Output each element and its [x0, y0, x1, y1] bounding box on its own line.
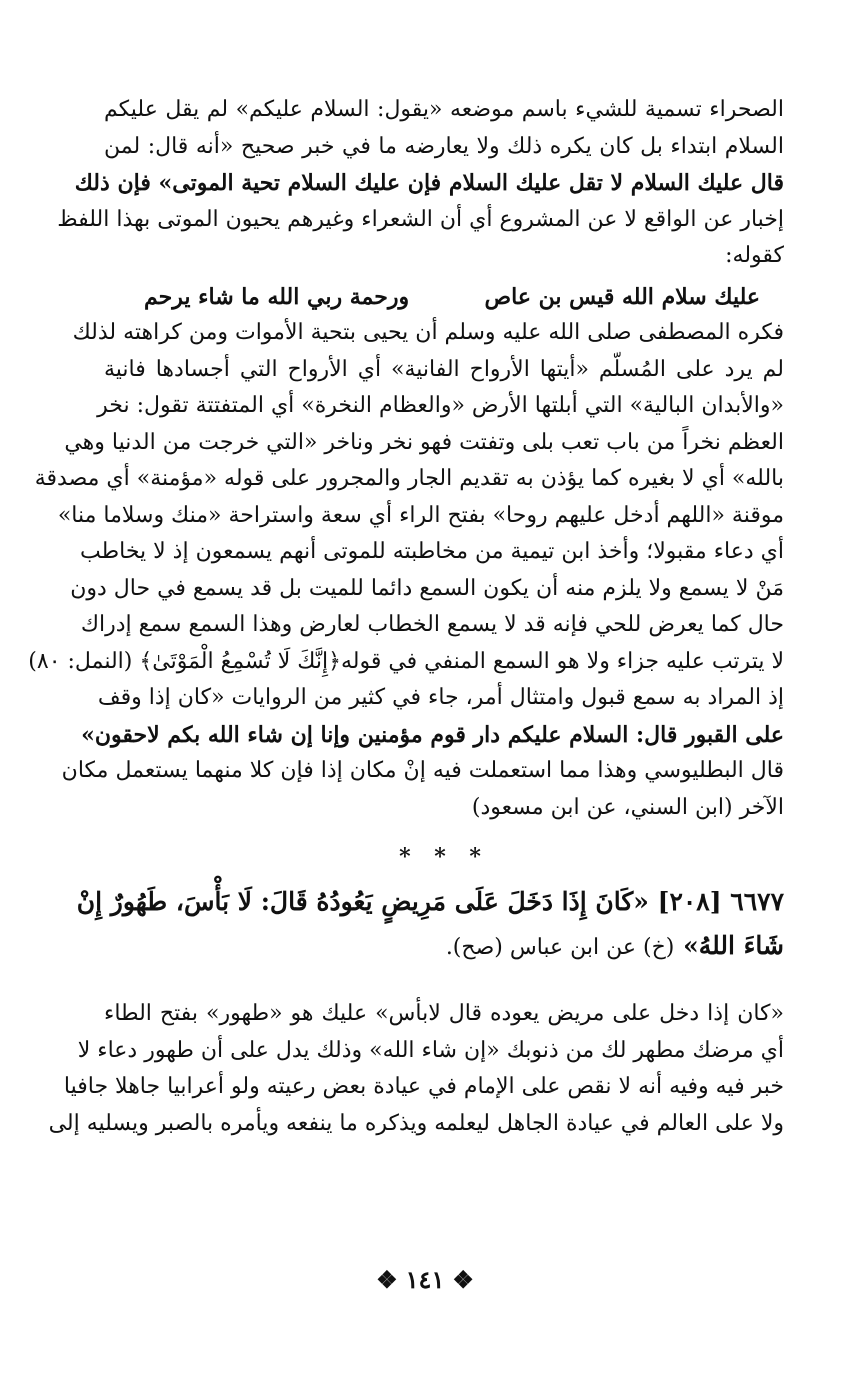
- text-line: السلام ابتداء بل كان يكره ذلك ولا يعارضه ما في خبر صحيح «أنه قال: لمن: [104, 133, 784, 159]
- page-number: [0, 1265, 850, 1294]
- hadith-line-end: شَاءَ اللهُ»: [683, 931, 784, 960]
- text-line: «والأبدان البالية» التي أبلتها الأرض «والعظام النخرة» أي المتفتتة تقول: نخر: [97, 393, 784, 418]
- poetry-verse: [144, 279, 760, 316]
- text-line: مَنْ لا يسمع ولا يلزم منه أن يكون السمع دائما للميت بل قد يسمع في حال دون: [70, 575, 784, 601]
- ornament-right-icon: ❖: [452, 1265, 474, 1294]
- text-line: قال عليك السلام لا تقل عليك السلام فإن عليك السلام تحية الموتى» فإن ذلك: [74, 170, 784, 196]
- text-line: ولا على العالم في عيادة الجاهل ليعلمه ويذكره ما ينفعه ويأمره بالصبر ويسليه إلى: [48, 1110, 784, 1136]
- text-line: الصحراء تسمية للشيء باسم موضعه «يقول: السلام عليكم» لم يقل عليكم: [104, 97, 784, 122]
- page-number-value: ١٤١: [405, 1265, 445, 1294]
- section-separator: * * *: [399, 844, 489, 870]
- text-line: قال البطليوسي وهذا مما استعملت فيه إنْ مكان إذا فإن كلا منهما يستعمل مكان: [61, 758, 784, 783]
- paragraph-2: [28, 315, 784, 826]
- text-line: أي مرضك مطهر لك من ذنوبك «إن شاء الله» وذلك يدل على أن طهور دعاء لا: [77, 1037, 784, 1063]
- text-line: بالله» أي لا بغيره كما يؤذن به تقديم الجار والمجرور على قوله «مؤمنة» أي مصدقة: [34, 466, 784, 491]
- page-body: [28, 92, 784, 1142]
- paragraph-1: [57, 92, 784, 275]
- text-line: «كان إذا دخل على مريض يعوده قال لابأس» عليك هو «طهور» بفتح الطاء: [104, 1001, 784, 1026]
- text-line: العظم نخراً من باب تعب بلى وتفتت فهو نخر وناخر «التي خرجت من الدنيا وهي: [64, 429, 784, 455]
- text-line: على القبور قال: السلام عليكم دار قوم مؤمنين وإنا إن شاء الله بكم لاحقون»: [81, 721, 784, 748]
- text-line: إذ المراد به سمع قبول وامتثال أمر، جاء في كثير من الروايات «كان إذا وقف: [97, 685, 784, 710]
- verse-second-hemistich: ورحمة ربي الله ما شاء يرحم: [144, 283, 410, 310]
- ornament-left-icon: ❖: [376, 1265, 398, 1294]
- text-line: إخبار عن الواقع لا عن المشروع أي أن الشعراء وغيرهم يحيون الموتى بهذا اللفظ: [57, 206, 784, 232]
- text-line: أي دعاء مقبولا؛ وأخذ ابن تيمية من مخاطبته للموتى أنهم يسمعون إذ لا يخاطب: [80, 539, 784, 564]
- hadith-line-2: [104, 924, 784, 970]
- text-line: حال كما يعرض للحي فإنه قد لا يسمع الخطاب لعارض وهذا السمع سمع إدراك: [80, 612, 784, 637]
- text-line: فكره المصطفى صلى الله عليه وسلم أن يحيى بتحية الأموات ومن كراهته لذلك: [72, 320, 784, 345]
- spacer: [104, 970, 784, 996]
- verse-first-hemistich: عليك سلام الله قيس بن عاص: [484, 283, 760, 310]
- paragraph-3: [48, 996, 784, 1142]
- hadith-text: [76, 880, 784, 970]
- text-line: لم يرد على المُسلّم «أيتها الأرواح الفانية» أي الأرواح التي أجسادها فانية: [104, 356, 784, 382]
- text-line: الآخر (ابن السني، عن ابن مسعود): [471, 794, 784, 820]
- text-line: كقوله:: [725, 243, 784, 268]
- text-line: خبر فيه وفيه أنه لا نقص على الإمام في عيادة بعض رعيته ولو أعرابيا جاهلا جافيا: [63, 1074, 784, 1099]
- text-line: لا يترتب عليه جزاء ولا هو السمع المنفي في قوله﴿إِنَّكَ لَا تُسْمِعُ الْمَوْتَىٰ﴾ (النمل: ٨٠): [28, 648, 784, 674]
- hadith-line: ٦٦٧٧ [٢٠٨] «كَانَ إِذَا دَخَلَ عَلَى مَرِيضٍ يَعُودُهُ قَالَ: لَا بَأْسَ، طَهُورٌ إِنْ: [76, 887, 784, 916]
- hadith-reference: (خ) عن ابن عباس (صح).: [445, 935, 675, 960]
- text-line: موقنة «اللهم أدخل عليهم روحا» بفتح الراء أي سعة واستراحة «منك وسلاما منا»: [57, 502, 784, 528]
